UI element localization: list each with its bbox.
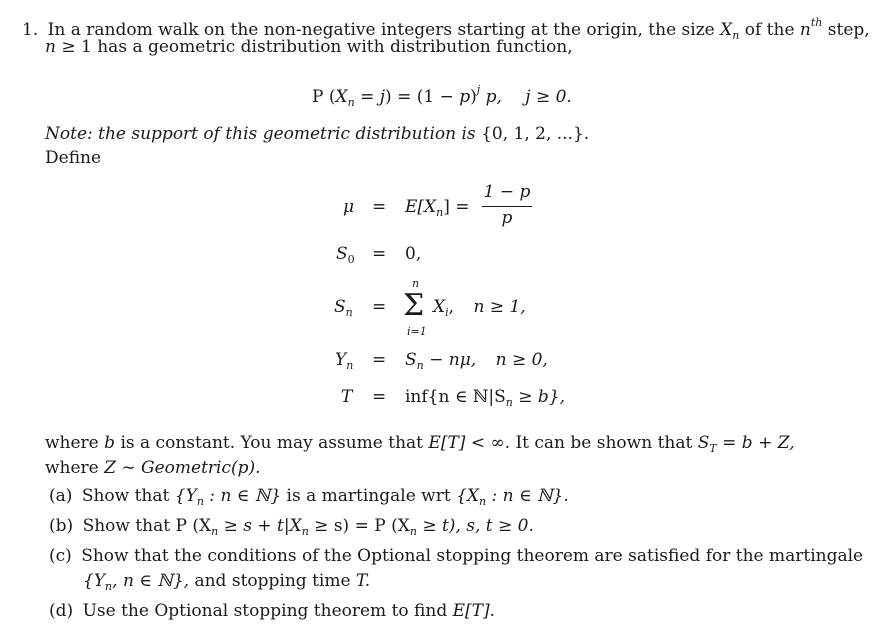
part-b-mid: ≥ s + t|X	[218, 516, 302, 536]
part-b-sub1: n	[211, 525, 219, 538]
Sn-S: S	[334, 297, 346, 317]
def-S0-rhs: 0,	[405, 244, 422, 264]
part-b-sub3: n	[409, 525, 417, 538]
part-a-math-b-tail: : n ∈ ℕ}.	[486, 486, 569, 506]
note-text: Note: the support of this geometric distribution is	[45, 124, 476, 144]
where2-a: where	[45, 458, 99, 478]
var-n: n	[799, 20, 811, 40]
part-c-math-b: {Y	[83, 571, 106, 591]
Yn-rhs-S: S	[405, 350, 417, 370]
note-line	[45, 122, 589, 146]
def-Sn-rhs: $X_i$, n ≥ 1,	[433, 297, 526, 319]
def-S0-eq: =	[372, 244, 387, 264]
pmf-equation	[312, 78, 572, 115]
T-rhs-tail: ≥ b},	[512, 387, 565, 407]
Sn-cond: n ≥ 1,	[473, 297, 526, 317]
where-ET: E[T] < ∞.	[428, 433, 511, 453]
intro-text-b: of the	[744, 20, 795, 40]
sub-n: n	[732, 29, 740, 42]
part-b	[49, 514, 534, 544]
where-c: is a constant. You may assume that	[120, 433, 423, 453]
T-rhs-sub: n	[505, 396, 513, 409]
pmf-tail: p,	[485, 87, 502, 107]
part-a-math-b: {X	[456, 486, 480, 506]
where-a: where	[45, 433, 99, 453]
sup-th: th	[810, 16, 823, 29]
part-c-line2	[83, 569, 370, 599]
pmf-X: X	[335, 87, 348, 107]
frac-numerator: 1 − p	[483, 182, 531, 202]
var-X: X	[720, 20, 733, 40]
n-geq-1: ≥ 1	[61, 37, 92, 57]
sum-lower-limit: i=1	[407, 325, 427, 338]
def-S0-lhs	[336, 242, 355, 272]
Yn-sub: n	[346, 359, 354, 372]
part-c-math-c: T.	[355, 571, 371, 591]
frac-bar	[482, 206, 532, 207]
intro-text-c: step,	[827, 20, 870, 40]
where-ST-sub: T	[709, 442, 717, 455]
part-c-math-b-tail: , n ∈ ℕ},	[112, 571, 190, 591]
var-n-2: n	[45, 37, 56, 57]
define-label: Define	[45, 148, 102, 168]
def-mu-rhs	[405, 195, 470, 225]
pmf-lhs: P (	[312, 87, 336, 107]
def-Yn-lhs	[335, 348, 353, 378]
part-b-tail: ≥ s) = P (X	[308, 516, 410, 536]
def-T-eq: =	[372, 387, 387, 407]
pmf-close: )	[470, 87, 477, 107]
part-a-math-a-sub: n	[196, 495, 204, 508]
part-a-text: Show that	[81, 486, 170, 506]
Yn-cond: n ≥ 0,	[495, 350, 548, 370]
def-T-rhs	[405, 385, 565, 415]
Sn-rhs-sub: i	[445, 306, 449, 319]
where-line2	[45, 456, 261, 480]
def-mu-X: [X	[417, 197, 437, 217]
part-a-math-b-sub: n	[479, 495, 487, 508]
Yn-rhs-sub: n	[416, 359, 424, 372]
Sn-sub: n	[345, 306, 353, 319]
Yn-rhs-tail: − nμ,	[423, 350, 477, 370]
part-c-line1	[49, 544, 863, 568]
part-b-label: (b)	[49, 516, 74, 536]
note-set: {0, 1, 2, ...}.	[481, 124, 590, 144]
def-mu-close: ] =	[443, 197, 470, 217]
def-Yn-rhs	[405, 348, 548, 378]
pmf-sub-n: n	[347, 96, 355, 109]
part-b-math-a: P (X	[175, 516, 212, 536]
part-c-text: Show that the conditions of the Optional stopping theorem are satisfied for the martingale	[81, 546, 864, 566]
def-mu-sub: n	[436, 206, 444, 219]
problem-intro-line2	[45, 35, 573, 59]
where-d: It can be shown that	[515, 433, 693, 453]
part-d	[49, 599, 495, 623]
part-d-math: E[T].	[452, 601, 496, 621]
problem-number: 1.	[22, 20, 39, 40]
part-a-math-a: {Y	[174, 486, 197, 506]
pmf-p: p	[459, 87, 471, 107]
part-d-text: Use the Optional stopping theorem to find	[82, 601, 448, 621]
pmf-eq: ) = (1 −	[385, 87, 460, 107]
T-rhs: inf{n ∈ ℕ|S	[405, 387, 506, 407]
Yn-Y: Y	[335, 350, 347, 370]
pmf-j: j	[379, 87, 386, 107]
part-a-label: (a)	[49, 486, 73, 506]
pmf-exp: j	[476, 83, 481, 96]
sum-symbol: Σ	[403, 288, 425, 323]
def-Yn-eq: =	[372, 350, 387, 370]
part-b-end: ≥ t), s, t ≥ 0.	[416, 516, 534, 536]
pmf-mid: =	[354, 87, 380, 107]
def-Sn-eq: =	[372, 297, 387, 317]
pmf-cond: j ≥ 0.	[525, 87, 572, 107]
intro-text-a: In a random walk on the non-negative integers starting at the origin, the size	[47, 20, 715, 40]
part-d-label: (d)	[49, 601, 74, 621]
part-a-text-b: is a martingale wrt	[286, 486, 451, 506]
frac-denominator: p	[501, 208, 513, 228]
where-ST: S	[697, 433, 710, 453]
part-b-sub2: n	[301, 525, 309, 538]
S0-sub: 0	[347, 253, 355, 266]
def-mu-eq: =	[372, 197, 387, 217]
where-ST-tail: = b + Z,	[716, 433, 795, 453]
sum-upper-limit: n	[412, 277, 420, 290]
where-b: b	[104, 433, 116, 453]
def-mu-E: E	[405, 197, 418, 217]
part-c-math-b-sub: n	[105, 580, 113, 593]
part-c-label: (c)	[49, 546, 72, 566]
part-c-text-b: and stopping time	[194, 571, 351, 591]
S0-S: S	[336, 244, 348, 264]
def-mu-lhs: μ	[343, 197, 355, 217]
intro-text-d: has a geometric distribution with distribution function,	[97, 37, 573, 57]
def-Sn-lhs	[334, 295, 353, 325]
part-b-text: Show that	[82, 516, 171, 536]
part-a-math-a-tail: : n ∈ ℕ}	[203, 486, 282, 506]
def-T-lhs: T	[341, 387, 353, 407]
where2-b: Z ∼ Geometric(p).	[104, 458, 261, 478]
Sn-rhs-X: X	[433, 297, 446, 317]
part-a	[49, 484, 569, 514]
def-mu-fraction	[482, 182, 532, 234]
